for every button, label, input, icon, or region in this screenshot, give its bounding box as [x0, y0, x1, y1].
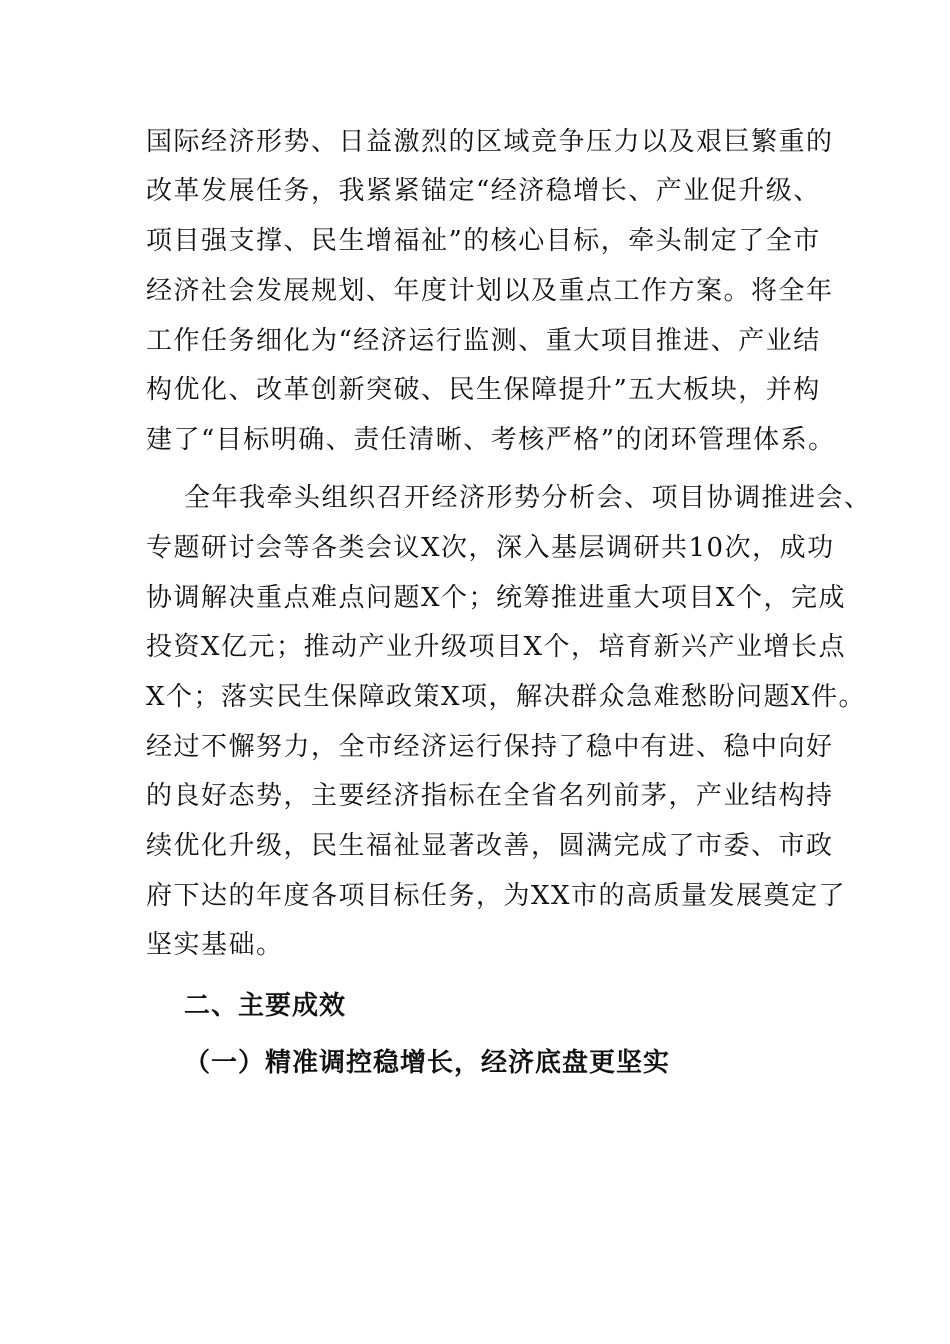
section-heading: 二、主要成效: [184, 991, 347, 1021]
text-line: X个；落实民生保障政策X项，解决群众急难愁盼问题X件。: [146, 682, 867, 712]
text-line: 投资X亿元；推动产业升级项目X个，培育新兴产业增长点: [146, 632, 847, 662]
text-line: 经济社会发展规划、年度计划以及重点工作方案。将全年: [146, 276, 834, 306]
text-line: 续优化升级，民生福祉显著改善，圆满完成了市委、市政: [146, 831, 834, 861]
text-line: 改革发展任务，我紧紧锚定“经济稳增长、产业促升级、: [146, 176, 821, 206]
text-line: 国际经济形势、日益激烈的区域竞争压力以及艰巨繁重的: [146, 127, 834, 157]
text-line: 坚实基础。: [146, 930, 284, 960]
text-line: 构优化、改革创新突破、民生保障提升”五大板块，并构: [146, 375, 821, 405]
text-line: 工作任务细化为“经济运行监测、重大项目推进、产业结: [146, 326, 821, 356]
text-line: 经过不懈努力，全市经济运行保持了稳中有进、稳中向好: [146, 732, 834, 762]
text-line: 协调解决重点难点问题X个；统筹推进重大项目X个，完成: [146, 583, 847, 613]
text-line: 府下达的年度各项目标任务，为XX市的高质量发展奠定了: [146, 881, 847, 911]
text-line: 项目强支撑、民生增福祉”的核心目标，牵头制定了全市: [146, 226, 821, 256]
text-line: 专题研讨会等各类会议X次，深入基层调研共10次，成功: [146, 533, 835, 563]
text-line: 建了“目标明确、责任清晰、考核严格”的闭环管理体系。: [146, 425, 836, 455]
text-line: 全年我牵头组织召开经济形势分析会、项目协调推进会、: [184, 483, 872, 513]
subsection-heading: （一）精准调控稳增长，经济底盘更坚实: [184, 1048, 671, 1078]
text-line: 的良好态势，主要经济指标在全省名列前茅，产业结构持: [146, 781, 834, 811]
